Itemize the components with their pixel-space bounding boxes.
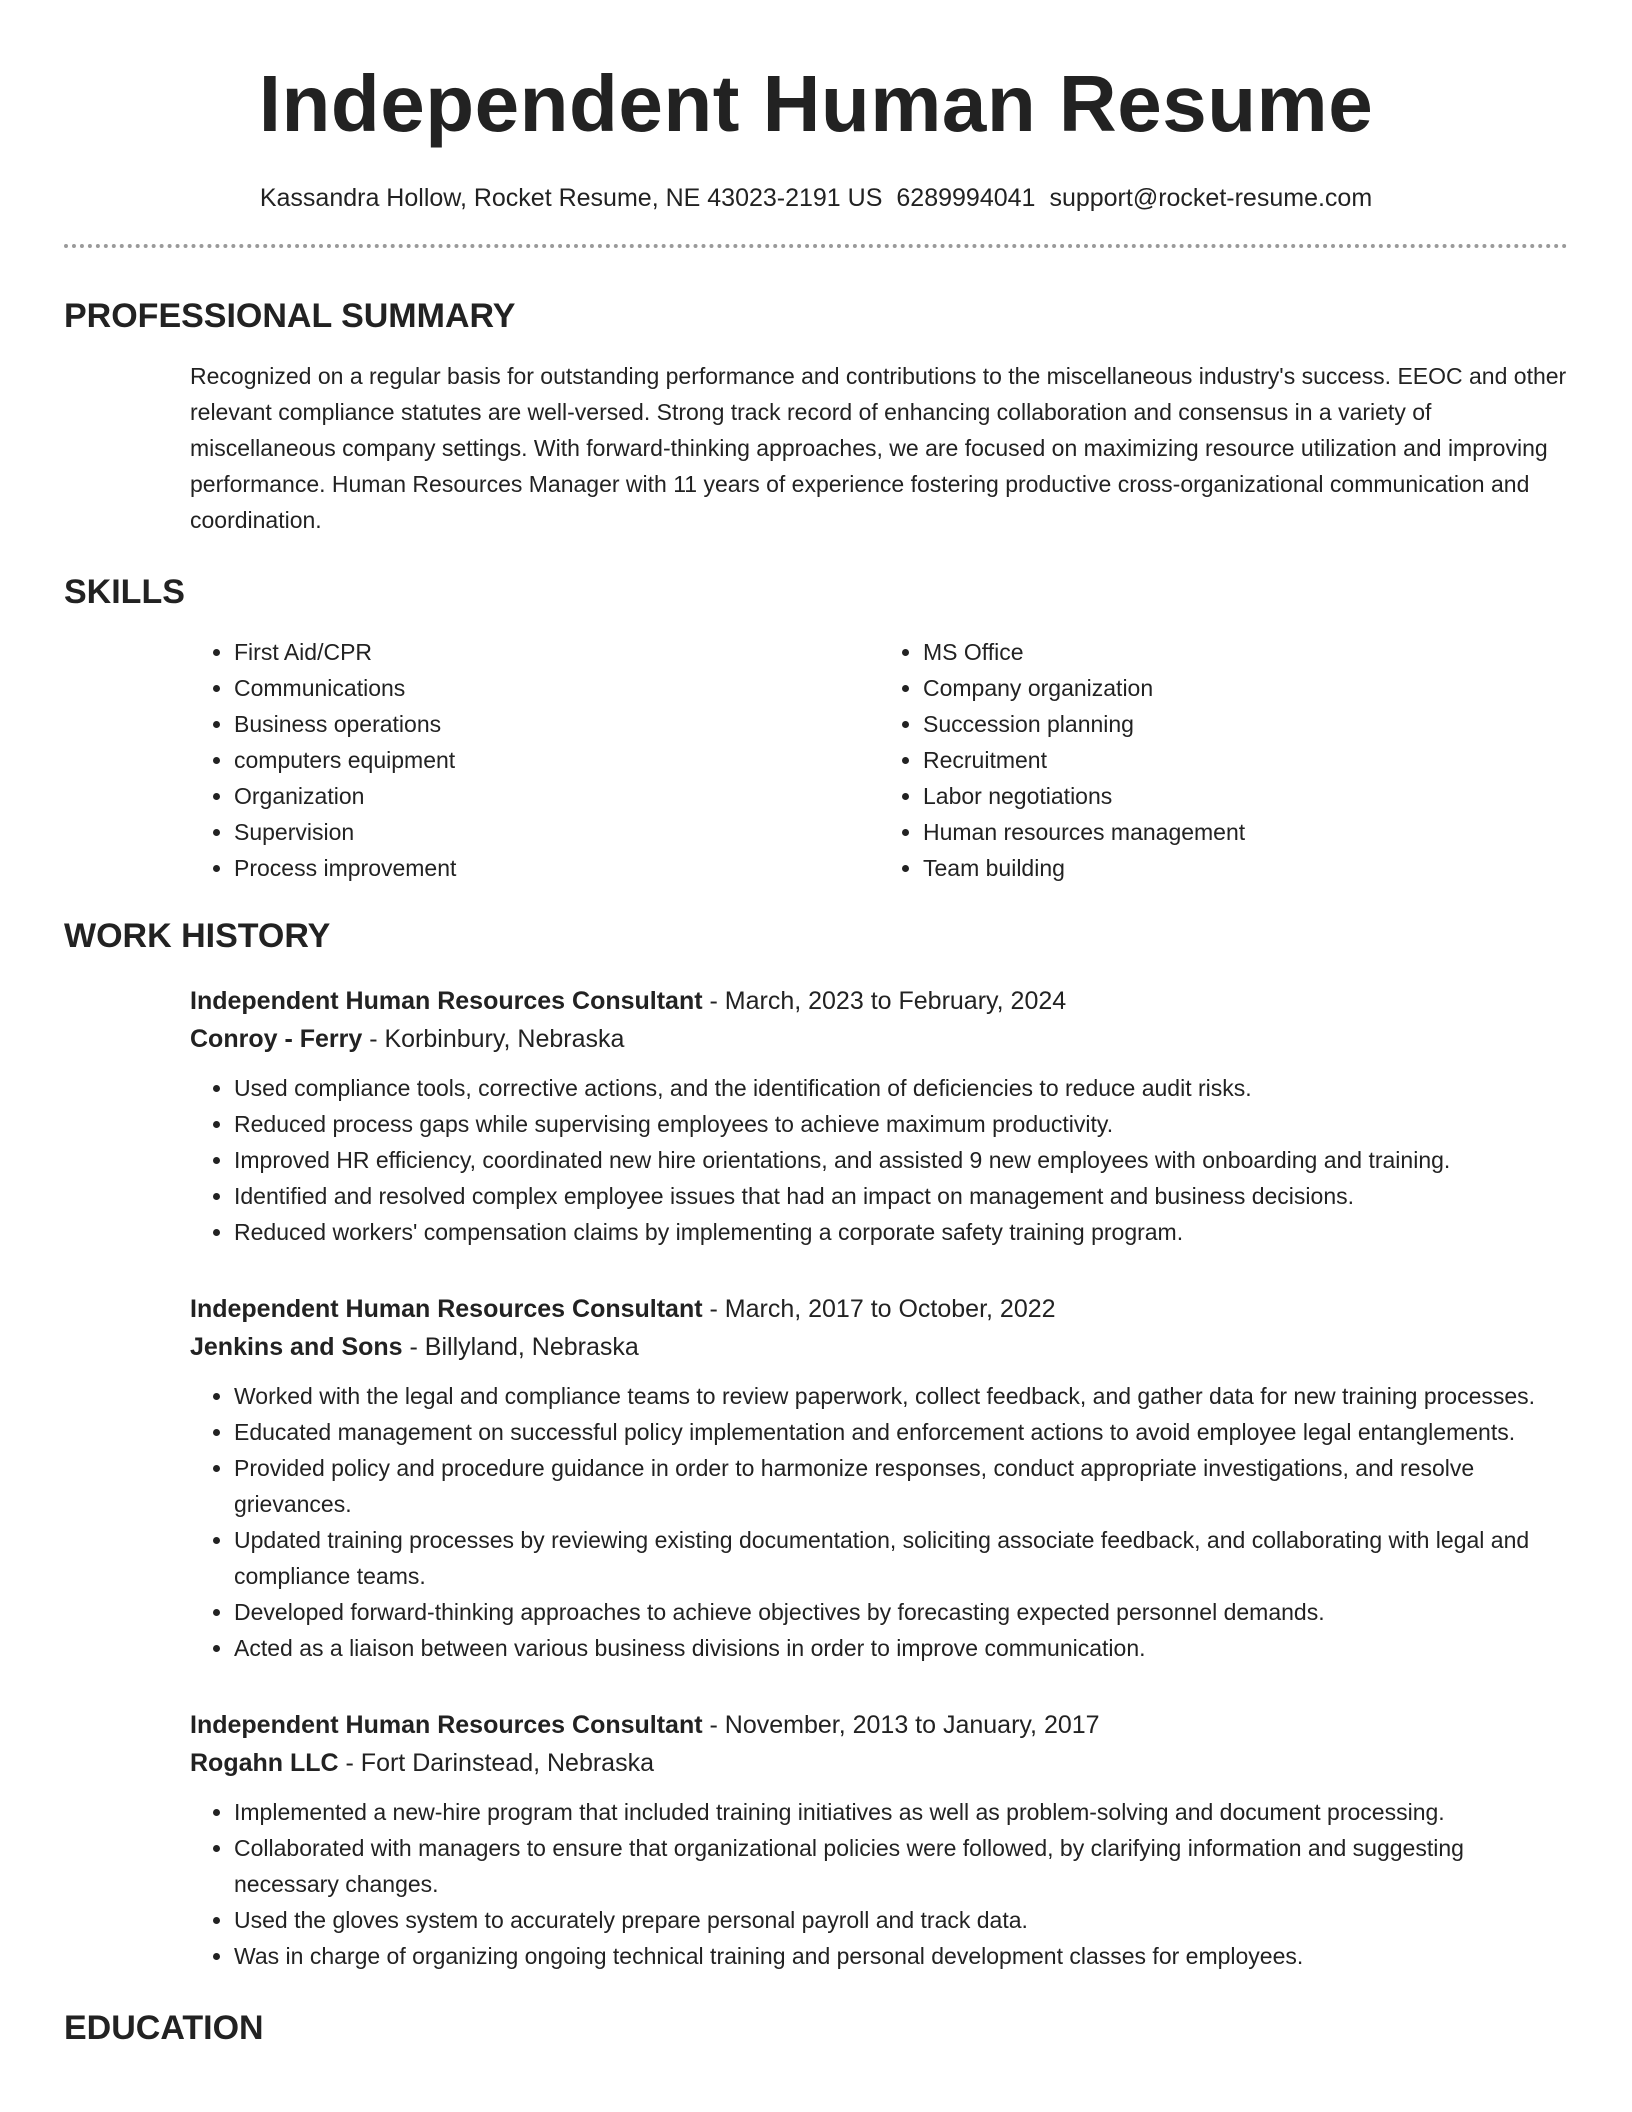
skill-item: • Communications <box>234 670 879 706</box>
skill-item: • Succession planning <box>923 706 1568 742</box>
contact-address: Kassandra Hollow, Rocket Resume, NE 43023-2191 US <box>259 184 883 212</box>
job-entry <box>190 982 1568 1250</box>
skill-item: • Organization <box>234 778 879 814</box>
job-bullet: • Implemented a new-hire program that included training initiatives as well as problem-solving and document processing. <box>234 1794 1568 1830</box>
job-bullet: • Developed forward-thinking approaches to achieve objectives by forecasting expected personnel demands. <box>234 1594 1568 1630</box>
skills-heading: SKILLS <box>64 573 185 611</box>
job-bullets <box>190 1794 1568 1974</box>
job-entry <box>190 1706 1568 1974</box>
job-bullet: • Collaborated with managers to ensure that organizational policies were followed, by clarifying information and suggesting necessary changes. <box>234 1830 1568 1902</box>
skill-item: • Team building <box>923 850 1568 886</box>
skill-item: • Company organization <box>923 670 1568 706</box>
job-bullet: • Improved HR efficiency, coordinated new hire orientations, and assisted 9 new employees with onboarding and training. <box>234 1142 1568 1178</box>
skill-item: • MS Office <box>923 634 1568 670</box>
skills-column-right <box>879 634 1568 886</box>
job-bullets <box>190 1378 1568 1666</box>
skill-item: • Supervision <box>234 814 879 850</box>
job-bullets <box>190 1070 1568 1250</box>
job-dates: - March, 2017 to October, 2022 <box>702 1295 1056 1323</box>
contact-email[interactable]: support@rocket-resume.com <box>1049 184 1373 212</box>
job-bullet: • Updated training processes by reviewing existing documentation, soliciting associate feedback, and collaborating with legal and compliance teams. <box>234 1522 1568 1594</box>
summary-text: Recognized on a regular basis for outstanding performance and contributions to the miscellaneous industry's success. EEOC and other relevant compliance statutes are well-versed. Strong track record of enhancing collaboration and consensus in a variety of miscellaneous company settings. With forward-thinking approaches, we are focused on maximizing resource utilization and improving performance. Human Resources Manager with 11 years of experience fostering productive cross-organizational communication and coordination. <box>190 363 1567 533</box>
job-dates: - March, 2023 to February, 2024 <box>702 987 1067 1015</box>
job-bullet: • Educated management on successful policy implementation and enforcement actions to avoid employee legal entanglements. <box>234 1414 1568 1450</box>
job-entry <box>190 1290 1568 1666</box>
skill-item: • Human resources management <box>923 814 1568 850</box>
job-bullet: • Identified and resolved complex employee issues that had an impact on management and business decisions. <box>234 1178 1568 1214</box>
job-title: Independent Human Resources Consultant <box>190 1711 703 1739</box>
job-bullet: • Was in charge of organizing ongoing technical training and personal development classes for employees. <box>234 1938 1568 1974</box>
job-company-line <box>190 1020 1568 1058</box>
job-company: Rogahn LLC <box>190 1749 339 1777</box>
job-title-line <box>190 1290 1568 1328</box>
job-company-line <box>190 1328 1568 1366</box>
job-title: Independent Human Resources Consultant <box>190 987 703 1015</box>
job-bullet: • Provided policy and procedure guidance in order to harmonize responses, conduct appropriate investigations, and resolve grievances. <box>234 1450 1568 1522</box>
skill-item: • Business operations <box>234 706 879 742</box>
job-bullet: • Worked with the legal and compliance teams to review paperwork, collect feedback, and gather data for new training processes. <box>234 1378 1568 1414</box>
summary-heading: PROFESSIONAL SUMMARY <box>64 297 516 335</box>
job-bullet: • Reduced process gaps while supervising employees to achieve maximum productivity. <box>234 1106 1568 1142</box>
work-history-heading: WORK HISTORY <box>64 917 331 955</box>
job-location: - Billyland, Nebraska <box>402 1333 639 1361</box>
job-bullet: • Reduced workers' compensation claims by implementing a corporate safety training program. <box>234 1214 1568 1250</box>
job-company-line <box>190 1744 1568 1782</box>
job-title-line <box>190 982 1568 1020</box>
job-title-line <box>190 1706 1568 1744</box>
resume-page <box>64 0 1568 2048</box>
job-location: - Korbinbury, Nebraska <box>362 1025 625 1053</box>
skill-item: • First Aid/CPR <box>234 634 879 670</box>
contact-line <box>64 182 1568 214</box>
contact-phone: 6289994041 <box>896 184 1036 212</box>
job-bullet: • Used compliance tools, corrective actions, and the identification of deficiencies to reduce audit risks. <box>234 1070 1568 1106</box>
job-company: Jenkins and Sons <box>190 1333 403 1361</box>
job-title: Independent Human Resources Consultant <box>190 1295 703 1323</box>
skill-item: • computers equipment <box>234 742 879 778</box>
resume-title: Independent Human Resume <box>258 59 1374 148</box>
job-location: - Fort Darinstead, Nebraska <box>338 1749 654 1777</box>
job-dates: - November, 2013 to January, 2017 <box>702 1711 1100 1739</box>
job-bullet: • Acted as a liaison between various business divisions in order to improve communication. <box>234 1630 1568 1666</box>
education-heading: EDUCATION <box>64 2009 264 2047</box>
job-bullet: • Used the gloves system to accurately prepare personal payroll and track data. <box>234 1902 1568 1938</box>
skills-column-left <box>190 634 879 886</box>
job-company: Conroy - Ferry <box>190 1025 363 1053</box>
skill-item: • Process improvement <box>234 850 879 886</box>
header-divider <box>64 244 1568 248</box>
skill-item: • Recruitment <box>923 742 1568 778</box>
skills-list <box>190 634 1568 886</box>
skill-item: • Labor negotiations <box>923 778 1568 814</box>
